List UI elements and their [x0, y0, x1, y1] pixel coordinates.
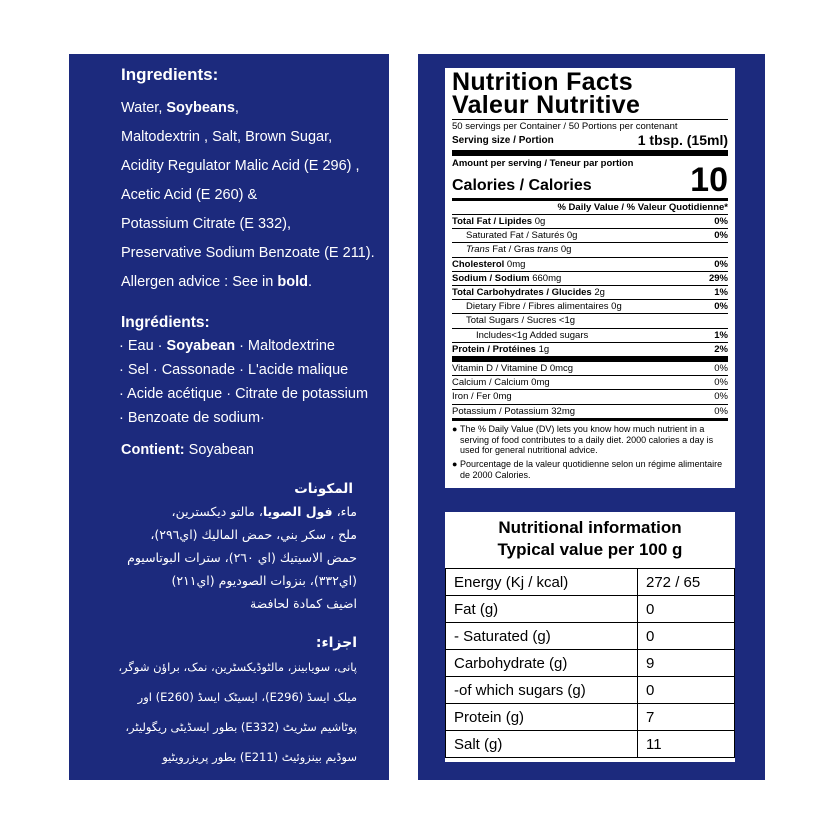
table-row: [446, 650, 735, 677]
ingredients-line-ur-2: میلک ایسڈ (E296)، ایسیٹک ایسڈ (E260) اور: [137, 690, 357, 704]
nutritional-info-box: [445, 512, 735, 762]
table-row: [446, 623, 735, 650]
footnote-fr: [452, 459, 728, 481]
table-row: [446, 596, 735, 623]
typical-value-title: Typical value per 100 g: [497, 540, 683, 559]
nutrient-label: [452, 215, 545, 228]
nutrient-row-trans: [452, 243, 728, 257]
nutrient-dv: 2%: [714, 343, 728, 355]
ingredients-heading-en: Ingredients:: [121, 65, 219, 84]
ingredients-line-fr-2: · Sel · Cassonade · L'acide malique: [119, 362, 349, 378]
ingredients-panel: [69, 54, 389, 780]
text: <1g: [556, 315, 576, 327]
ingredients-line-en-4: Acetic Acid (E 260) &: [121, 187, 258, 203]
ingredients-line-en-5: Potassium Citrate (E 332),: [121, 216, 292, 232]
table-row: [446, 677, 735, 704]
text: Water,: [121, 100, 167, 116]
nutrient-label: [452, 229, 577, 242]
row-label: - Saturated (g): [446, 623, 638, 650]
nutrient-row-carbohydrates: [452, 286, 728, 300]
row-label: Salt (g): [446, 731, 638, 758]
text: trans: [537, 244, 559, 256]
nutrient-label: [452, 329, 588, 342]
micro-label: Vitamin D / Vitamine D 0mcg: [452, 363, 574, 375]
text: Total Sugars / Sucres: [466, 315, 557, 327]
micro-row-potassium: [452, 405, 728, 418]
divider: [452, 119, 728, 120]
text: Cholesterol: [452, 258, 505, 270]
bullet-icon: ●: [452, 423, 458, 434]
ingredients-heading-ur: اجزاء:: [315, 635, 357, 651]
nutrient-row-sugars: [452, 314, 728, 328]
ingredients-line-ar-4: (اي٣٣٢)، بنزوات الصوديوم (اي٢١١): [171, 573, 357, 588]
row-value: 9: [638, 650, 735, 677]
serving-size-row: [452, 133, 728, 148]
row-label: Energy (Kj / kcal): [446, 569, 638, 596]
ingredients-line-ur-1: پانی، سویابینز، مالٹوڈیکسٹرین، نمک، براؤن شوگر،: [118, 660, 357, 674]
ingredients-line-fr-1: [119, 338, 335, 354]
ingredients-line-ar-1: [172, 504, 357, 519]
ingredients-line-ar-3: حمض الاسيتيك (اي ٢٦٠)، سترات البوتاسيوم: [127, 550, 357, 565]
row-label: Carbohydrate (g): [446, 650, 638, 677]
nutritional-info-header: [445, 512, 735, 567]
text: Sodium / Sodium: [452, 272, 530, 284]
ingredients-line-en-1: [121, 100, 239, 116]
text: · Maltodextrine: [235, 338, 335, 354]
text: Total Fat / Lipides: [452, 216, 533, 227]
nutrient-dv: 0%: [714, 216, 728, 227]
contains-value: Soyabean: [184, 442, 254, 458]
micro-label: Potassium / Potassium 32mg: [452, 405, 576, 417]
text: 0g: [558, 244, 572, 256]
text: Total Carbohydrates / Glucides: [452, 287, 592, 299]
ingredients-line-en-6: Preservative Sodium Benzoate (E 211).: [121, 245, 375, 261]
nutrient-label: [452, 272, 561, 285]
amount-per-serving: Amount per serving / Teneur par portion: [452, 158, 634, 169]
nutritional-info-title: Nutritional information: [498, 518, 682, 537]
ingredients-line-ur-4: سوڈیم بینزوئیٹ (E211) بطور پریزرویٹیو: [162, 750, 357, 764]
ingredients-line-fr-4: · Benzoate de sodium·: [119, 410, 265, 426]
daily-value-header: % Daily Value / % Valeur Quotidienne*: [452, 201, 728, 215]
divider-medium: [452, 418, 728, 421]
serving-size-label: Serving size / Portion: [452, 135, 554, 146]
divider-thick: [452, 150, 728, 156]
row-label: -of which sugars (g): [446, 677, 638, 704]
nutrient-label: [452, 258, 525, 271]
ingredients-line-fr-3: · Acide acétique · Citrate de potassium: [119, 386, 369, 402]
nutritional-info-table: [445, 568, 735, 758]
allergen-bold: فول الصويا: [262, 504, 333, 519]
ingredients-line-ar-5: اضيف كمادة لحافضة: [249, 596, 357, 611]
allergen-advice: [121, 274, 312, 290]
text: Includes<1g Added sugars: [476, 329, 589, 341]
nutrient-dv: 1%: [714, 329, 728, 341]
nutrient-label: [452, 343, 549, 356]
ingredients-heading-fr: Ingrédients:: [121, 314, 210, 331]
row-value: 272 / 65: [638, 569, 735, 596]
footnote-text: The % Daily Value (DV) lets you know how much nutrient in a serving of food contributes to a daily diet. 2000 calories a day is used for general nutritional advice.: [460, 423, 714, 456]
nutrition-facts-label: [445, 68, 735, 488]
calories-label: Calories / Calories: [452, 177, 592, 194]
micro-label: Iron / Fer 0mg: [452, 391, 512, 403]
text: ماء،: [332, 504, 357, 519]
micro-row-vitamin-d: [452, 362, 728, 376]
servings-per-container: 50 servings per Container / 50 Portions per contenant: [452, 121, 678, 132]
nutrient-dv: 0%: [714, 230, 728, 242]
ingredients-line-ar-2: ملح ، سكر بني، حمض الماليك (اي٢٩٦)،: [150, 527, 357, 542]
text: 0g: [608, 301, 622, 313]
table-row: [446, 569, 735, 596]
text: Trans: [466, 244, 490, 256]
contains-label: Contient:: [121, 442, 185, 458]
micro-row-iron: [452, 390, 728, 404]
ingredients-heading-ar: المكونات: [294, 481, 353, 497]
allergen-bold: Soyabean: [166, 338, 236, 354]
nutrient-row-cholesterol: [452, 258, 728, 272]
nutrient-row-sodium: [452, 272, 728, 286]
text: 2g: [591, 287, 605, 299]
micro-row-calcium: [452, 376, 728, 390]
ingredients-line-ur-3: پوٹاشیم سٹریٹ (E332) بطور ایسڈیٹی ریگولیٹر،: [125, 720, 357, 734]
nutrient-label: [452, 314, 575, 327]
nutrition-panel: [418, 54, 765, 780]
nutrient-row-fibre: [452, 300, 728, 314]
valeur-nutritive-title: Valeur Nutritive: [452, 91, 641, 119]
nutrient-row-protein: [452, 343, 728, 356]
nutrient-dv: 1%: [714, 287, 728, 299]
text: ,: [234, 100, 239, 116]
micro-dv: 0%: [714, 405, 728, 417]
footnote-en: [452, 424, 728, 456]
row-label: Protein (g): [446, 704, 638, 731]
row-value: 7: [638, 704, 735, 731]
text: Allergen advice : See in: [121, 274, 278, 290]
micro-label: Calcium / Calcium 0mg: [452, 377, 550, 389]
text: ، مالتو ديكسترين،: [171, 504, 263, 519]
text: 0mg: [504, 258, 526, 270]
nutrient-row-added-sugars: [452, 329, 728, 343]
text: 660mg: [529, 272, 562, 284]
table-row: [446, 704, 735, 731]
text: Fat / Gras: [489, 244, 538, 256]
allergen-bold: Soybeans: [166, 100, 235, 116]
row-value: 0: [638, 677, 735, 704]
row-value: 0: [638, 623, 735, 650]
allergen-bold: bold: [277, 274, 308, 290]
text: Protein / Protéines: [452, 343, 536, 355]
serving-size-value: 1 tbsp. (15ml): [637, 132, 728, 148]
text: · Eau ·: [119, 338, 167, 354]
micro-dv: 0%: [714, 377, 728, 389]
table-row: [446, 731, 735, 758]
nutrition-facts-title: Nutrition Facts: [452, 68, 633, 96]
calories-value: 10: [690, 161, 728, 199]
nutrient-label: [452, 300, 622, 313]
text: 1g: [535, 343, 550, 355]
contains-line: [121, 442, 254, 458]
footnote-text: Pourcentage de la valeur quotidienne selon un régime alimentaire de 2000 Calories.: [460, 459, 723, 481]
nutrient-row-total-fat: [452, 215, 728, 229]
text: 0g: [532, 216, 546, 227]
nutrient-dv: 0%: [714, 301, 728, 313]
nutrient-label: [452, 243, 571, 256]
text: 0g: [564, 230, 578, 242]
text: .: [307, 274, 313, 290]
text: Dietary Fibre / Fibres alimentaires: [466, 301, 609, 313]
micro-dv: 0%: [714, 363, 728, 375]
ingredients-line-en-3: Acidity Regulator Malic Acid (E 296) ,: [121, 158, 360, 174]
text: Saturated Fat / Saturés: [466, 230, 565, 242]
row-value: 0: [638, 596, 735, 623]
micro-dv: 0%: [714, 391, 728, 403]
nutrient-dv: 0%: [714, 258, 728, 270]
nutrient-label: [452, 286, 605, 299]
ingredients-line-en-2: Maltodextrin , Salt, Brown Sugar,: [121, 129, 333, 145]
bullet-icon: ●: [452, 459, 458, 470]
nutrient-dv: 29%: [708, 272, 728, 284]
row-label: Fat (g): [446, 596, 638, 623]
row-value: 11: [638, 731, 735, 758]
nutrient-row-saturated: [452, 229, 728, 243]
